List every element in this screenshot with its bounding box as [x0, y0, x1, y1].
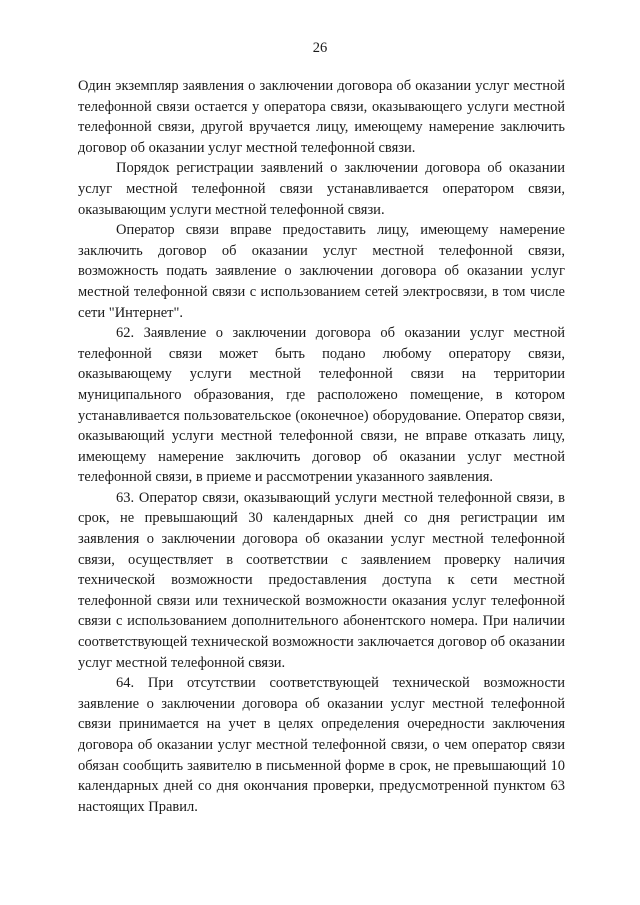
document-body [78, 76, 565, 817]
paragraph-clause-62: 62. Заявление о заключении договора об оказании услуг местной телефонной связи может быть подано любому оператору связи, оказывающему услуги местной телефонной связи на территории муниципального образования, где расположено помещение, в котором устанавливается пользовательское (оконечное) оборудование. Оператор связи, оказывающий услуги местной телефонной связи, не вправе отказать лицу, имеющему намерение заключить договор об оказании услуг местной телефонной связи, в приеме и рассмотрении указанного заявления. [78, 325, 565, 486]
paragraph-registration-order: Порядок регистрации заявлений о заключении договора об оказании услуг местной телефонной связи устанавливается оператором связи, оказывающим услуги местной телефонной связи. [78, 160, 565, 218]
paragraph-copy-distribution: Один экземпляр заявления о заключении договора об оказании услуг местной телефонной связи остается у оператора связи, оказывающего услуги местной телефонной связи, другой вручается лицу, имеющему намерение заключить договор об оказании услуг местной телефонной связи. [78, 78, 565, 156]
page-number: 26 [312, 40, 328, 56]
paragraph-online-application: Оператор связи вправе предоставить лицу, имеющему намерение заключить договор об оказании услуг местной телефонной связи, возможность подать заявление о заключении договора об оказании услуг местной телефонной связи с использованием сетей электросвязи, в том числе сети "Интернет". [78, 222, 565, 321]
paragraph-clause-64: 64. При отсутствии соответствующей технической возможности заявление о заключении договора об оказании услуг местной телефонной связи принимается на учет в целях определения очередности заключения договора об оказании услуг местной телефонной связи, о чем оператор связи обязан сообщить заявителю в письменной форме в срок, не превышающий 10 календарных дней со дня окончания проверки, предусмотренной пунктом 63 настоящих Правил. [78, 675, 565, 815]
paragraph-clause-63: 63. Оператор связи, оказывающий услуги местной телефонной связи, в срок, не превышающий 30 календарных дней со дня регистрации им заявления о заключении договора об оказании услуг местной телефонной связи, осуществляет в соответствии с заявлением проверку наличия технической возможности предоставления доступа к сети местной телефонной связи или технической возможности оказания услуг телефонной связи с использованием дополнительного абонентского номера. При наличии соответствующей технической возможности заключается договор об оказании услуг местной телефонной связи. [78, 489, 565, 671]
